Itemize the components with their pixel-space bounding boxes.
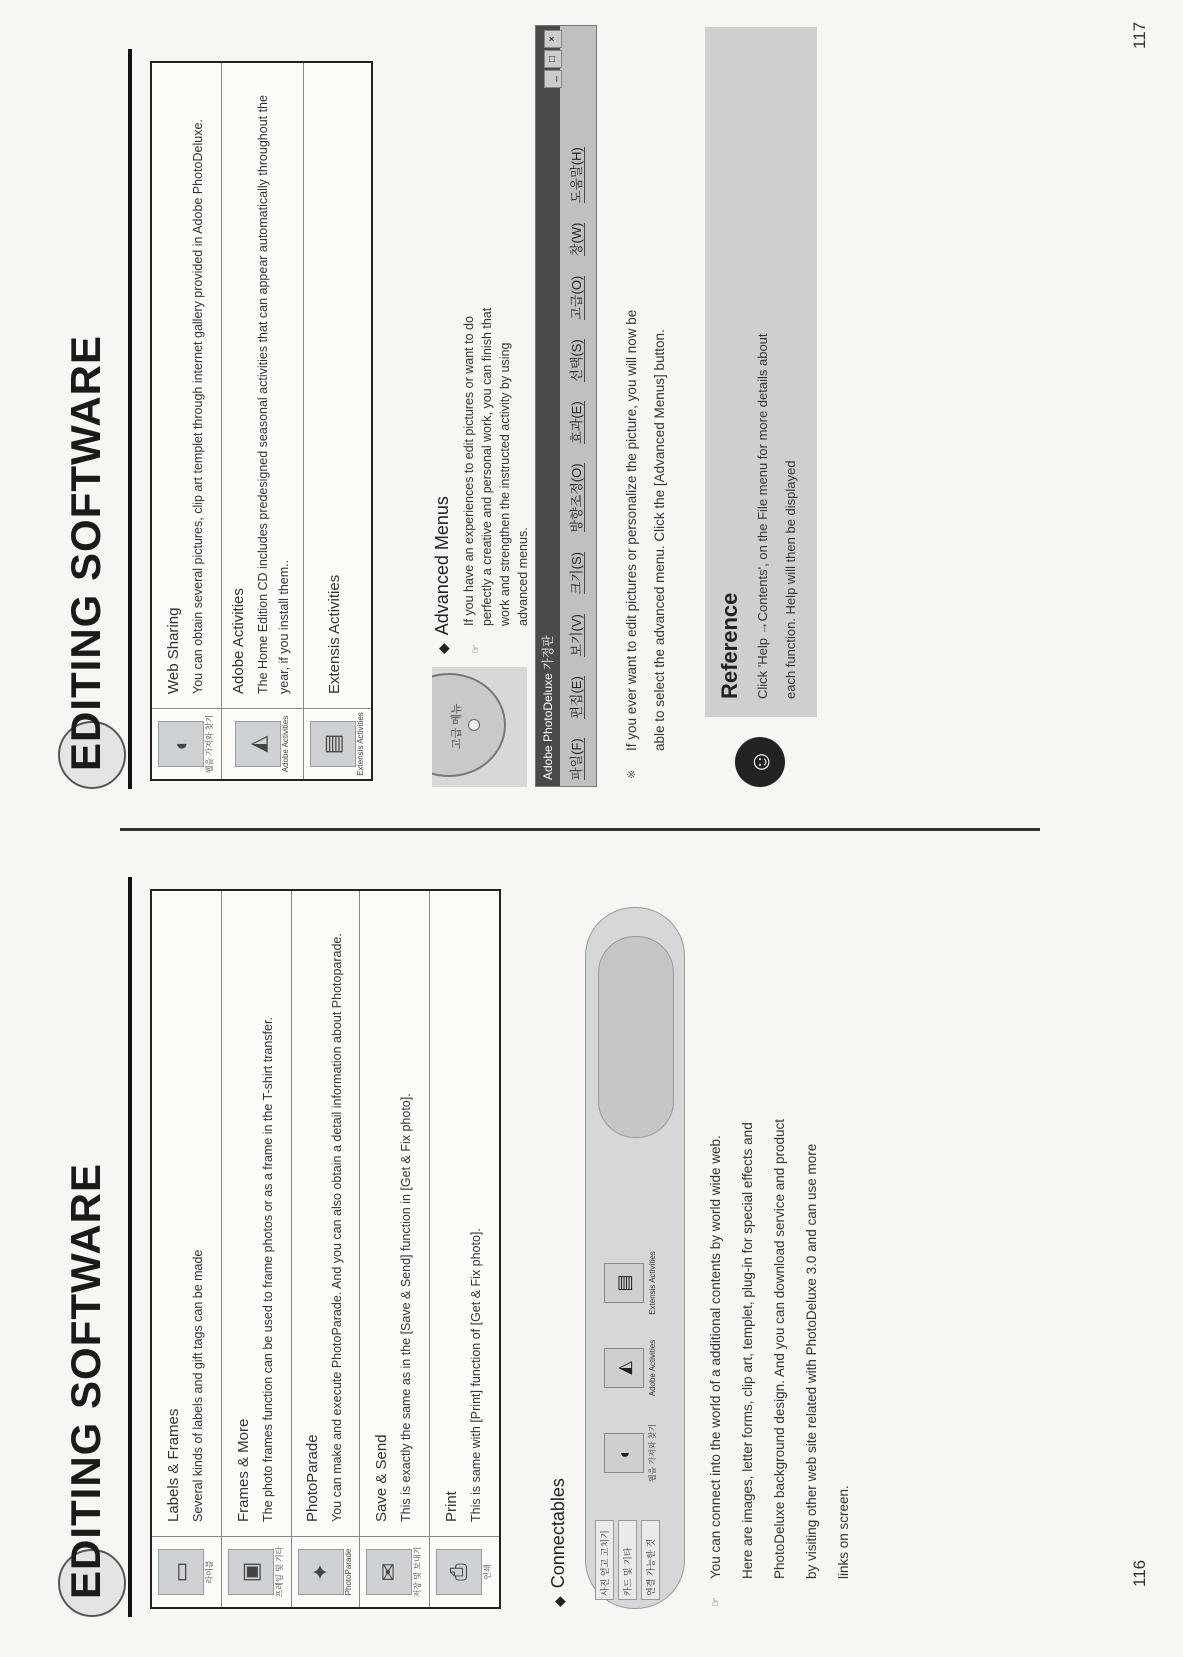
print-icon: ⎙ (436, 1549, 482, 1595)
advanced-star-note (618, 29, 674, 779)
advanced-menus-button[interactable] (432, 667, 527, 787)
diamond-icon: ◆ (435, 643, 451, 654)
feature-desc: You can obtain several pictures, clip art templet through internet gallery provided in Adobe PhotoDeluxe. (190, 119, 205, 694)
feature-desc: You can make and execute PhotoParade. And you can also obtain a detail information about Photoparade. (329, 933, 344, 1522)
pointing-hand-icon: ☞ (470, 644, 482, 654)
note-line: Here are images, letter forms, clip art, templet, plug-in for special effects and (740, 1122, 755, 1579)
bar-side-item[interactable]: 카드 및 기타 (618, 1520, 637, 1600)
maximize-button[interactable]: □ (544, 50, 562, 68)
feature-title: Labels & Frames (164, 1408, 182, 1522)
table-row (430, 890, 501, 1608)
table-row (151, 62, 222, 780)
menu-item[interactable]: 크기(S) (569, 552, 584, 595)
table-row (304, 62, 373, 780)
feature-desc: The Home Edition CD includes predesigned seasonal activities that can appear automatically throughout the year, if you install them.. (256, 95, 291, 694)
icon-caption: 저장 및 보내기 (413, 1546, 422, 1598)
window-titlebar (536, 26, 560, 786)
feature-title: Print (442, 1491, 460, 1522)
window-controls (539, 30, 563, 90)
menu-item[interactable]: 선택(S) (569, 339, 584, 382)
menu-bar (560, 26, 594, 786)
bar-item-web-sharing[interactable] (604, 1418, 658, 1488)
reference-panel (705, 27, 817, 717)
table-row (151, 890, 222, 1608)
left-header (58, 877, 126, 1617)
diamond-icon: ◆ (551, 1596, 567, 1607)
icon-caption: Adobe Activities (281, 715, 290, 773)
note-line: advanced menus. (516, 527, 530, 626)
note-line: You can connect into the world of a additional contents by world wide web. (708, 1135, 723, 1579)
save-send-icon: ✉ (366, 1549, 412, 1595)
web-sharing-icon: ◐ (158, 721, 204, 767)
section-title: Connectables (548, 1478, 568, 1589)
table-row (360, 890, 430, 1608)
connectables-heading (548, 1478, 569, 1607)
minimize-button[interactable]: _ (544, 70, 562, 88)
icon-caption: Extensis Activities (356, 712, 365, 776)
labels-icon: ▭ (158, 1549, 204, 1595)
bar-side-item[interactable]: 연결 가능한 것 (641, 1520, 660, 1600)
note-line: able to select the advanced menu. Click the [Advanced Menus] button. (652, 329, 667, 751)
page-title: EDITING SOFTWARE (62, 335, 109, 771)
adobe-activities-icon: ◭ (604, 1348, 644, 1388)
header-rule (128, 877, 132, 1617)
button-dot-icon (468, 719, 480, 731)
bar-item-label: Adobe Activities (648, 1339, 657, 1397)
connectables-bar (585, 907, 685, 1609)
feature-table (150, 61, 373, 781)
bar-end-cap (598, 936, 674, 1138)
feature-desc: The photo frames function can be used to frame photos or as a frame in the T-shirt transfer. (260, 1017, 275, 1522)
note-line: links on screen. (836, 1485, 851, 1579)
feature-desc: Several kinds of labels and gift tags can be made (190, 1249, 205, 1522)
note-line: perfectly a creative and personal work, you can finish that (480, 307, 494, 626)
right-header (58, 49, 126, 789)
icon-caption: 인쇄 (483, 1564, 492, 1580)
asterisk-icon: ※ (626, 769, 638, 779)
adobe-activities-icon: ◭ (235, 721, 281, 767)
extensis-icon: ▤ (604, 1263, 644, 1303)
page-number: 116 (1130, 1559, 1149, 1587)
table-row (292, 890, 360, 1608)
bar-item-extensis[interactable] (604, 1248, 658, 1318)
icon-caption: PhotoParade (344, 1548, 353, 1596)
menu-item[interactable]: 고급(O) (569, 275, 584, 320)
reference-icon: ☺ (735, 737, 785, 787)
reference-title: Reference (717, 592, 742, 699)
reference-box (705, 27, 820, 787)
page-title: EDITING SOFTWARE (62, 1163, 109, 1599)
reference-line: Click 'Help →Contents', on the File menu for more details about (755, 333, 770, 699)
icon-caption: 웹을 가져와 찾기 (205, 714, 214, 774)
feature-title: Web Sharing (164, 607, 182, 694)
connectables-note (700, 867, 860, 1607)
icon-caption: 프레임 및 기타 (275, 1546, 284, 1598)
extensis-icon: ▤ (310, 721, 356, 767)
menu-item[interactable]: 보기(V) (569, 614, 584, 657)
section-title: Advanced Menus (432, 496, 452, 636)
bar-item-adobe-activities[interactable] (604, 1333, 658, 1403)
frames-icon: ▣ (228, 1549, 274, 1595)
table-row (222, 890, 292, 1608)
bar-side-menu (595, 1520, 664, 1600)
web-sharing-icon: ◐ (604, 1433, 644, 1473)
note-line: If you ever want to edit pictures or personalize the picture, you will now be (624, 309, 639, 751)
note-line: work and strengthen the instructed activity by using (498, 342, 512, 626)
menu-item[interactable]: 편집(E) (569, 676, 584, 719)
feature-table (150, 889, 501, 1609)
menu-item[interactable]: 방향조정(O) (569, 463, 584, 533)
pointing-hand-icon: ☞ (710, 1597, 722, 1607)
left-page (0, 829, 1183, 1657)
close-button[interactable]: × (544, 30, 562, 48)
advanced-button-label: 고급 메뉴 (451, 703, 463, 749)
note-line: PhotoDeluxe background design. And you can download service and product (772, 1118, 787, 1579)
bar-item-label: Extensis Activities (648, 1251, 657, 1315)
page-number: 117 (1130, 21, 1149, 49)
feature-title: Adobe Activities (230, 588, 247, 694)
feature-desc: This is same with [Print] function of [Get & Fix photo]. (468, 1228, 483, 1522)
feature-title: Save & Send (372, 1434, 390, 1522)
menu-item[interactable]: 효과(E) (569, 401, 584, 444)
note-line: by visiting other web site related with PhotoDeluxe 3.0 and can use more (804, 1143, 819, 1579)
table-row (222, 62, 304, 780)
feature-title: Extensis Activities (326, 574, 343, 694)
bar-side-item[interactable]: 사진 얻고 고치기 (595, 1520, 614, 1600)
bar-item-label: 웹을 가져와 찾기 (648, 1423, 657, 1483)
menu-item[interactable]: 파일(F) (569, 738, 584, 780)
feature-desc: This is exactly the same as in the [Save & Send] function in [Get & Fix photo]. (398, 1093, 413, 1522)
app-window (535, 25, 597, 787)
icon-caption: 라이블 (205, 1560, 214, 1584)
menu-item[interactable]: 도움말(H) (569, 147, 584, 203)
window-title: Adobe PhotoDeluxe 가정판 (541, 635, 555, 780)
feature-title: PhotoParade (303, 1434, 321, 1522)
note-line: If you have an experiences to edit pictures or want to do (462, 316, 476, 626)
header-rule (128, 49, 132, 789)
advanced-heading (432, 496, 453, 654)
reference-line: each function. Help will then be displayed (783, 460, 798, 699)
advanced-note (460, 34, 532, 654)
feature-title: Frames & More (234, 1418, 252, 1522)
photoparade-icon: ✦ (298, 1549, 344, 1595)
menu-item[interactable]: 창(W) (569, 222, 584, 257)
